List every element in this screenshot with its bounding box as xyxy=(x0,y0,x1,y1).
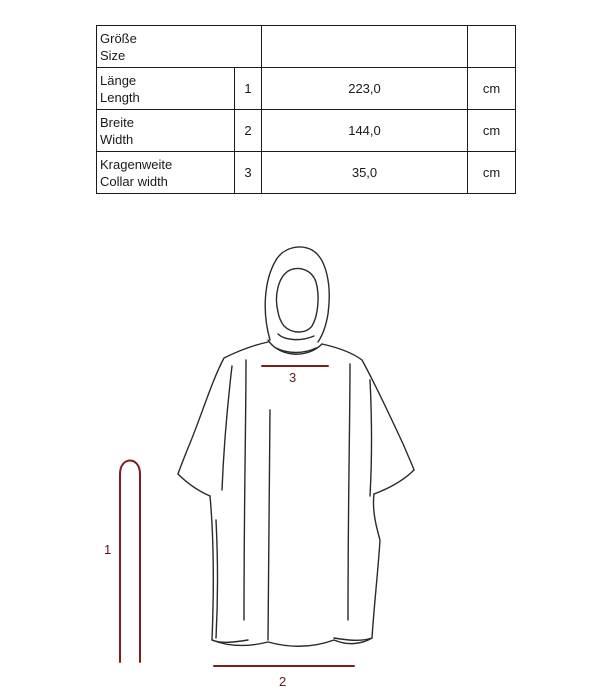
header-size-cell xyxy=(97,26,262,68)
row-index: 2 xyxy=(235,110,262,152)
length-label: 1 xyxy=(104,542,112,557)
row-label-de: Breite xyxy=(100,114,134,130)
row-value: 223,0 xyxy=(262,68,468,110)
table-row xyxy=(97,68,516,110)
header-unit-cell xyxy=(468,26,516,68)
header-label-de: Größe xyxy=(100,30,137,46)
width-label: 2 xyxy=(279,674,287,689)
header-value-cell xyxy=(262,26,468,68)
row-label-en: Length xyxy=(100,89,140,105)
table-header-row xyxy=(97,26,516,68)
dimension-lines xyxy=(120,366,354,666)
table-row xyxy=(97,110,516,152)
size-table xyxy=(96,25,516,194)
poncho-drawing xyxy=(0,230,600,700)
row-label-cell xyxy=(97,68,235,110)
poncho-outline xyxy=(178,247,414,646)
row-label-cell xyxy=(97,152,235,194)
row-index: 3 xyxy=(235,152,262,194)
row-label-de: Länge xyxy=(100,72,137,88)
row-label-en: Width xyxy=(100,131,134,147)
length-dimension-line xyxy=(120,461,140,663)
row-unit: cm xyxy=(468,110,516,152)
header-label-en: Size xyxy=(100,47,126,63)
row-label-cell xyxy=(97,110,235,152)
collar-label: 3 xyxy=(289,370,297,385)
row-label-en: Collar width xyxy=(100,173,168,189)
row-value: 144,0 xyxy=(262,110,468,152)
row-unit: cm xyxy=(468,152,516,194)
table-row xyxy=(97,152,516,194)
row-index: 1 xyxy=(235,68,262,110)
row-value: 35,0 xyxy=(262,152,468,194)
row-label-de: Kragenweite xyxy=(100,156,173,172)
row-unit: cm xyxy=(468,68,516,110)
